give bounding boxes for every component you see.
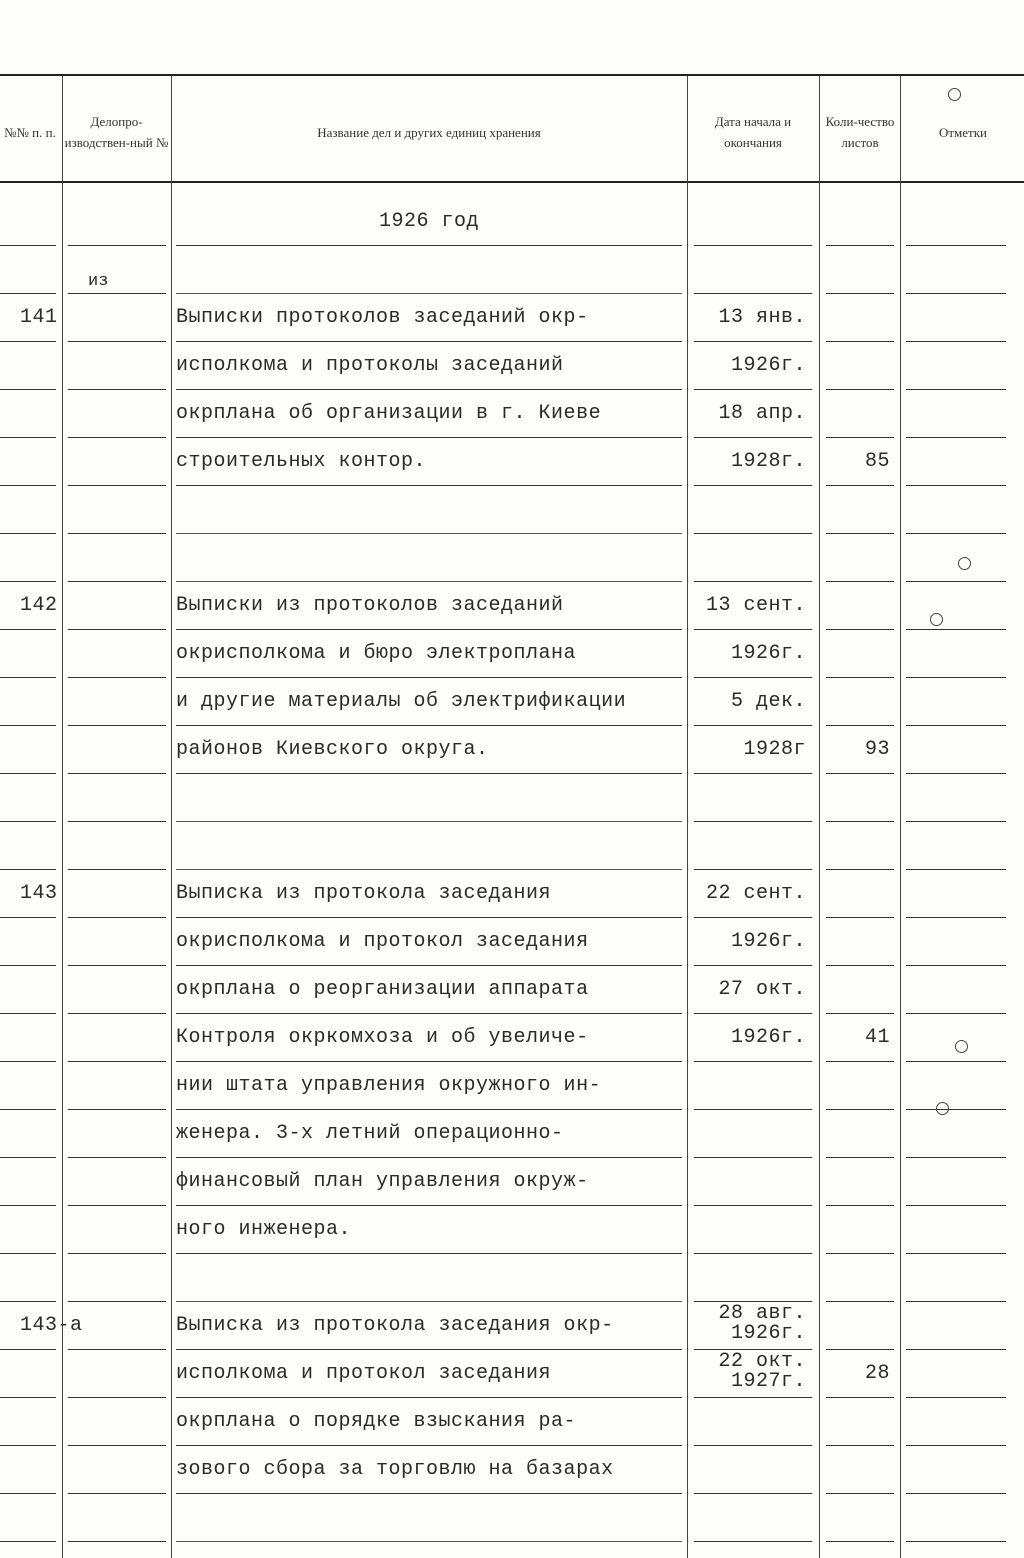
- marks-cell: [906, 1302, 1006, 1350]
- item-title-line: и другие материалы об электрификации: [176, 678, 682, 726]
- office-number-cell: [68, 1158, 166, 1206]
- office-number-cell: [68, 390, 166, 438]
- sheet-count: [826, 1110, 894, 1158]
- marks-cell: [906, 294, 1006, 342]
- office-number-cell: [68, 342, 166, 390]
- table-row: [0, 918, 1024, 966]
- item-number: [0, 1494, 56, 1542]
- item-number: [0, 1206, 56, 1254]
- item-date: [694, 774, 812, 822]
- sheet-count: [826, 486, 894, 534]
- marks-cell: [906, 1398, 1006, 1446]
- marks-cell: [906, 726, 1006, 774]
- marks-cell: [906, 582, 1006, 630]
- table-row: [0, 1206, 1024, 1254]
- table-row: [0, 342, 1024, 390]
- item-date: 1926г.: [694, 342, 812, 390]
- item-number: [0, 1446, 56, 1494]
- table-row: [0, 246, 1024, 294]
- item-number: 143: [0, 870, 56, 918]
- item-title-line: окрисполкома и протокол заседания: [176, 918, 682, 966]
- item-number: [0, 1398, 56, 1446]
- sheet-count: [826, 1062, 894, 1110]
- table-row: [0, 1494, 1024, 1542]
- item-title-line: 1926 год: [176, 198, 682, 246]
- marks-cell: [906, 1206, 1006, 1254]
- table-top-rule: [0, 74, 1024, 76]
- item-number: [0, 630, 56, 678]
- item-number: [0, 486, 56, 534]
- sheet-count: [826, 918, 894, 966]
- item-date: 13 сент.: [694, 582, 812, 630]
- table-row: [0, 1398, 1024, 1446]
- office-number-cell: [68, 1206, 166, 1254]
- sheet-count: [826, 630, 894, 678]
- sheet-count: [826, 870, 894, 918]
- marks-cell: [906, 438, 1006, 486]
- item-number: [0, 1014, 56, 1062]
- sheet-count: [826, 1494, 894, 1542]
- item-number: [0, 1062, 56, 1110]
- header-sheets: Коли-чество листов: [825, 114, 895, 150]
- table-row: [0, 870, 1024, 918]
- item-number: [0, 438, 56, 486]
- header-title: Название дел и других единиц хранения: [317, 124, 541, 140]
- item-date: [694, 1110, 812, 1158]
- item-title-line: Выписки протоколов заседаний окр-: [176, 294, 682, 342]
- item-date: 1926г.: [694, 630, 812, 678]
- item-date: [694, 1158, 812, 1206]
- item-date: [694, 1302, 812, 1350]
- table-row: [0, 1014, 1024, 1062]
- office-number-cell: [68, 246, 166, 294]
- item-title-line: зового сбора за торговлю на базарах: [176, 1446, 682, 1494]
- office-number-cell: [68, 1254, 166, 1302]
- office-number-cell: [68, 1446, 166, 1494]
- sheet-count: [826, 294, 894, 342]
- office-number-cell: [68, 1350, 166, 1398]
- sheet-count: [826, 342, 894, 390]
- item-title-line: ного инженера.: [176, 1206, 682, 1254]
- date-year-line: 1926г.: [730, 1322, 806, 1345]
- marks-cell: [906, 486, 1006, 534]
- header-dates: Дата начала и окончания: [714, 114, 792, 150]
- sheet-count: 28: [826, 1350, 894, 1398]
- marks-cell: [906, 1014, 1006, 1062]
- item-date: [694, 486, 812, 534]
- table-row: [0, 630, 1024, 678]
- sheet-count: [826, 966, 894, 1014]
- item-title-line: финансовый план управления окруж-: [176, 1158, 682, 1206]
- sheet-count: [826, 1158, 894, 1206]
- sheet-count: 85: [826, 438, 894, 486]
- inventory-table-body: [0, 198, 1024, 1542]
- office-number-cell: [68, 918, 166, 966]
- sheet-count: 93: [826, 726, 894, 774]
- item-number: [0, 966, 56, 1014]
- item-number: [0, 390, 56, 438]
- item-title-line: окрплана о реорганизации аппарата: [176, 966, 682, 1014]
- item-date: 27 окт.: [694, 966, 812, 1014]
- table-row: [0, 1158, 1024, 1206]
- sheet-count: [826, 1302, 894, 1350]
- table-row: [0, 1110, 1024, 1158]
- item-date: [694, 1062, 812, 1110]
- marks-cell: [906, 918, 1006, 966]
- sheet-count: [826, 1206, 894, 1254]
- office-number-cell: [68, 1014, 166, 1062]
- table-row: [0, 390, 1024, 438]
- item-number: [0, 342, 56, 390]
- item-date: [694, 1254, 812, 1302]
- item-date: [694, 534, 812, 582]
- office-number-cell: [68, 294, 166, 342]
- office-number-cell: [68, 1494, 166, 1542]
- office-number-cell: [68, 1302, 166, 1350]
- header-delo-num: Делопро-изводствен-ный №: [64, 114, 169, 150]
- office-number-cell: [68, 534, 166, 582]
- sheet-count: [826, 198, 894, 246]
- sheet-count: [826, 1254, 894, 1302]
- item-title-line: районов Киевского округа.: [176, 726, 682, 774]
- item-number: [0, 1110, 56, 1158]
- table-row: [0, 582, 1024, 630]
- office-number-cell: [68, 966, 166, 1014]
- item-date: 1928г: [694, 726, 812, 774]
- table-row: [0, 726, 1024, 774]
- sheet-count: [826, 582, 894, 630]
- item-title-line: женера. 3-х летний операционно-: [176, 1110, 682, 1158]
- item-date: 22 сент.: [694, 870, 812, 918]
- marks-cell: [906, 1446, 1006, 1494]
- office-number-cell: [68, 198, 166, 246]
- header-num: №№ п. п.: [4, 124, 56, 140]
- item-date: 1926г.: [694, 918, 812, 966]
- item-number: [0, 1158, 56, 1206]
- item-title-line: [176, 486, 682, 534]
- item-number: 143-а: [0, 1302, 56, 1350]
- item-number: [0, 774, 56, 822]
- table-row: [0, 1254, 1024, 1302]
- marks-cell: [906, 1254, 1006, 1302]
- office-number-cell: [68, 774, 166, 822]
- marks-cell: [906, 822, 1006, 870]
- sheet-count: [826, 390, 894, 438]
- table-row: [0, 272, 1024, 342]
- item-date: 18 апр.: [694, 390, 812, 438]
- item-title-line: Выписка из протокола заседания: [176, 870, 682, 918]
- item-number: 142: [0, 582, 56, 630]
- office-number-cell: [68, 726, 166, 774]
- header-marks: Отметки: [938, 124, 988, 140]
- inserted-word: из: [88, 272, 109, 291]
- sheet-count: [826, 534, 894, 582]
- table-row: [0, 774, 1024, 822]
- item-number: [0, 198, 56, 246]
- item-title-line: Контроля окркомхоза и об увеличе-: [176, 1014, 682, 1062]
- marks-cell: [906, 342, 1006, 390]
- marks-cell: [906, 246, 1006, 294]
- item-number: [0, 726, 56, 774]
- item-date: [694, 1350, 812, 1398]
- table-row: [0, 1302, 1024, 1350]
- office-number-cell: [68, 486, 166, 534]
- marks-cell: [906, 1110, 1006, 1158]
- marks-cell: [906, 1158, 1006, 1206]
- marks-cell: [906, 774, 1006, 822]
- office-number-cell: [68, 630, 166, 678]
- item-title-line: [176, 774, 682, 822]
- item-number: [0, 678, 56, 726]
- item-title-line: окрплана о порядке взыскания ра-: [176, 1398, 682, 1446]
- table-row: [0, 822, 1024, 870]
- sheet-count: [826, 1398, 894, 1446]
- item-title-line: Выписки из протоколов заседаний: [176, 582, 682, 630]
- table-row: [0, 534, 1024, 582]
- item-title-line: окрплана об организации в г. Киеве: [176, 390, 682, 438]
- item-date: 13 янв.: [694, 294, 812, 342]
- item-title-line: [176, 246, 682, 294]
- sheet-count: [826, 774, 894, 822]
- item-number: [0, 918, 56, 966]
- marks-cell: [906, 678, 1006, 726]
- item-number: [0, 246, 56, 294]
- table-row: [0, 438, 1024, 486]
- item-date: [694, 1398, 812, 1446]
- item-date: [694, 246, 812, 294]
- table-row: [0, 1350, 1024, 1398]
- date-year-line: 1927г.: [730, 1370, 806, 1393]
- item-date: [694, 1206, 812, 1254]
- sheet-count: [826, 678, 894, 726]
- marks-cell: [906, 198, 1006, 246]
- item-title-line: Выписка из протокола заседания окр-: [176, 1302, 682, 1350]
- date-line: 22 окт.: [718, 1350, 806, 1373]
- sheet-count: [826, 1446, 894, 1494]
- marks-cell: [906, 390, 1006, 438]
- table-row: [0, 678, 1024, 726]
- table-row: [0, 966, 1024, 1014]
- sheet-count: [826, 822, 894, 870]
- item-title-line: окрисполкома и бюро электроплана: [176, 630, 682, 678]
- office-number-cell: [68, 1398, 166, 1446]
- item-number: [0, 822, 56, 870]
- marks-cell: [906, 630, 1006, 678]
- circle-mark-icon: [948, 88, 961, 101]
- office-number-cell: [68, 678, 166, 726]
- item-date: [694, 1446, 812, 1494]
- item-date: 1926г.: [694, 1014, 812, 1062]
- marks-cell: [906, 534, 1006, 582]
- item-title-line: исполкома и протоколы заседаний: [176, 342, 682, 390]
- marks-cell: [906, 1062, 1006, 1110]
- item-title-line: строительных контор.: [176, 438, 682, 486]
- item-number: 141: [0, 294, 56, 342]
- office-number-cell: [68, 582, 166, 630]
- date-line: 28 авг.: [718, 1302, 806, 1325]
- item-date: 5 дек.: [694, 678, 812, 726]
- year-heading-row: [0, 198, 1024, 246]
- office-number-cell: [68, 870, 166, 918]
- item-title-line: [176, 1254, 682, 1302]
- item-title-line: [176, 822, 682, 870]
- item-date: [694, 1494, 812, 1542]
- sheet-count: 41: [826, 1014, 894, 1062]
- item-title-line: [176, 1494, 682, 1542]
- table-row: [0, 1062, 1024, 1110]
- item-title-line: [176, 534, 682, 582]
- marks-cell: [906, 1494, 1006, 1542]
- item-number: [0, 1254, 56, 1302]
- table-row: [0, 486, 1024, 534]
- item-date: [694, 822, 812, 870]
- item-number: [0, 534, 56, 582]
- marks-cell: [906, 870, 1006, 918]
- office-number-cell: [68, 438, 166, 486]
- office-number-cell: [68, 822, 166, 870]
- marks-cell: [906, 1350, 1006, 1398]
- office-number-cell: [68, 1110, 166, 1158]
- item-date: [694, 198, 812, 246]
- item-title-line: исполкома и протокол заседания: [176, 1350, 682, 1398]
- item-number: [0, 1350, 56, 1398]
- item-date: 1928г.: [694, 438, 812, 486]
- office-number-cell: [68, 1062, 166, 1110]
- sheet-count: [826, 246, 894, 294]
- item-title-line: нии штата управления окружного ин-: [176, 1062, 682, 1110]
- marks-cell: [906, 966, 1006, 1014]
- header-bottom-rule: [0, 181, 1024, 183]
- table-row: [0, 1446, 1024, 1494]
